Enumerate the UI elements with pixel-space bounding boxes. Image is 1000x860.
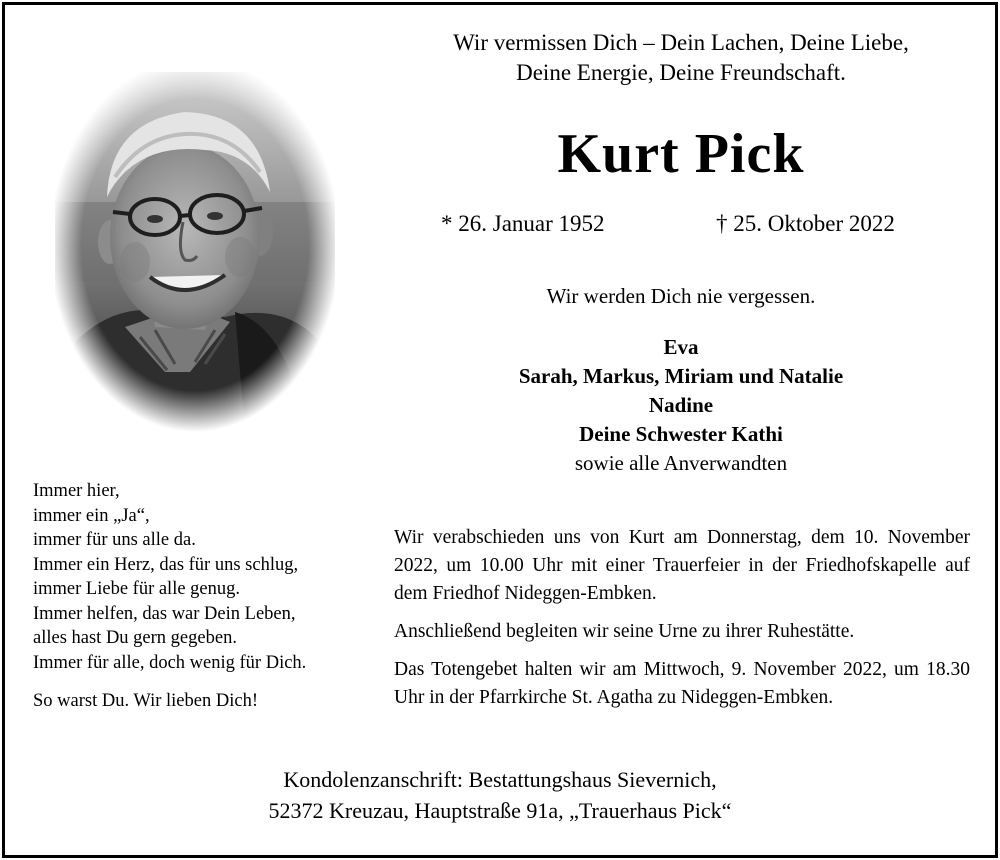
poem-line: immer Liebe für alle genug.: [33, 579, 241, 599]
relatives-line: sowie alle Anverwandten: [574, 451, 788, 475]
family-name: Eva: [663, 335, 699, 359]
condolence-address: [110, 764, 890, 826]
poem-line: Immer hier,: [33, 481, 120, 501]
poem-line: immer für uns alle da.: [33, 530, 196, 550]
poem-line: immer ein „Ja“,: [33, 505, 150, 526]
condolence-line-1: Kondolenzanschrift: Bestattungshaus Sievernich,: [283, 767, 717, 792]
family-name: Nadine: [648, 393, 714, 417]
urn-paragraph: Anschließend begleiten wir seine Urne zu ihrer Ruhestätte.: [394, 621, 855, 642]
deceased-name: Kurt Pick: [557, 123, 805, 185]
family-name: Sarah, Markus, Miriam und Natalie: [518, 364, 844, 388]
portrait-photo: [55, 72, 335, 432]
poem-closing: So warst Du. Wir lieben Dich!: [33, 691, 258, 711]
remember-line: Wir werden Dich nie vergessen.: [546, 284, 816, 308]
motto-line-1: Wir vermissen Dich – Dein Lachen, Deine Liebe,: [453, 30, 909, 55]
condolence-line-2: 52372 Kreuzau, Hauptstraße 91a, „Trauerhaus Pick“: [268, 798, 732, 823]
family-name: Deine Schwester Kathi: [579, 422, 783, 446]
motto: [390, 28, 972, 88]
poem-line: Immer ein Herz, das für uns schlug,: [33, 554, 299, 575]
ceremony-notice: [394, 524, 970, 722]
poem: [33, 479, 306, 714]
death-date: † 25. Oktober 2022: [716, 211, 895, 236]
poem-line: Immer helfen, das war Dein Leben,: [33, 603, 296, 624]
birth-date: * 26. Januar 1952: [441, 211, 605, 236]
poem-line: Immer für alle, doch wenig für Dich.: [33, 652, 307, 673]
farewell-paragraph: Wir verabschieden uns von Kurt am Donnerstag, dem 10. November 2022, um 10.00 Uhr mit einer Trauerfeier in der Friedhofskapelle auf dem Friedhof Nideggen-Embken.: [394, 527, 970, 604]
prayer-paragraph: Das Totengebet halten wir am Mittwoch, 9. November 2022, um 18.30 Uhr in der Pfarrkirche St. Agatha zu Nideggen-Embken.: [394, 659, 970, 708]
motto-line-2: Deine Energie, Deine Freundschaft.: [516, 60, 846, 85]
family-signatures: [390, 333, 972, 478]
poem-line: alles hast Du gern gegeben.: [33, 628, 237, 648]
